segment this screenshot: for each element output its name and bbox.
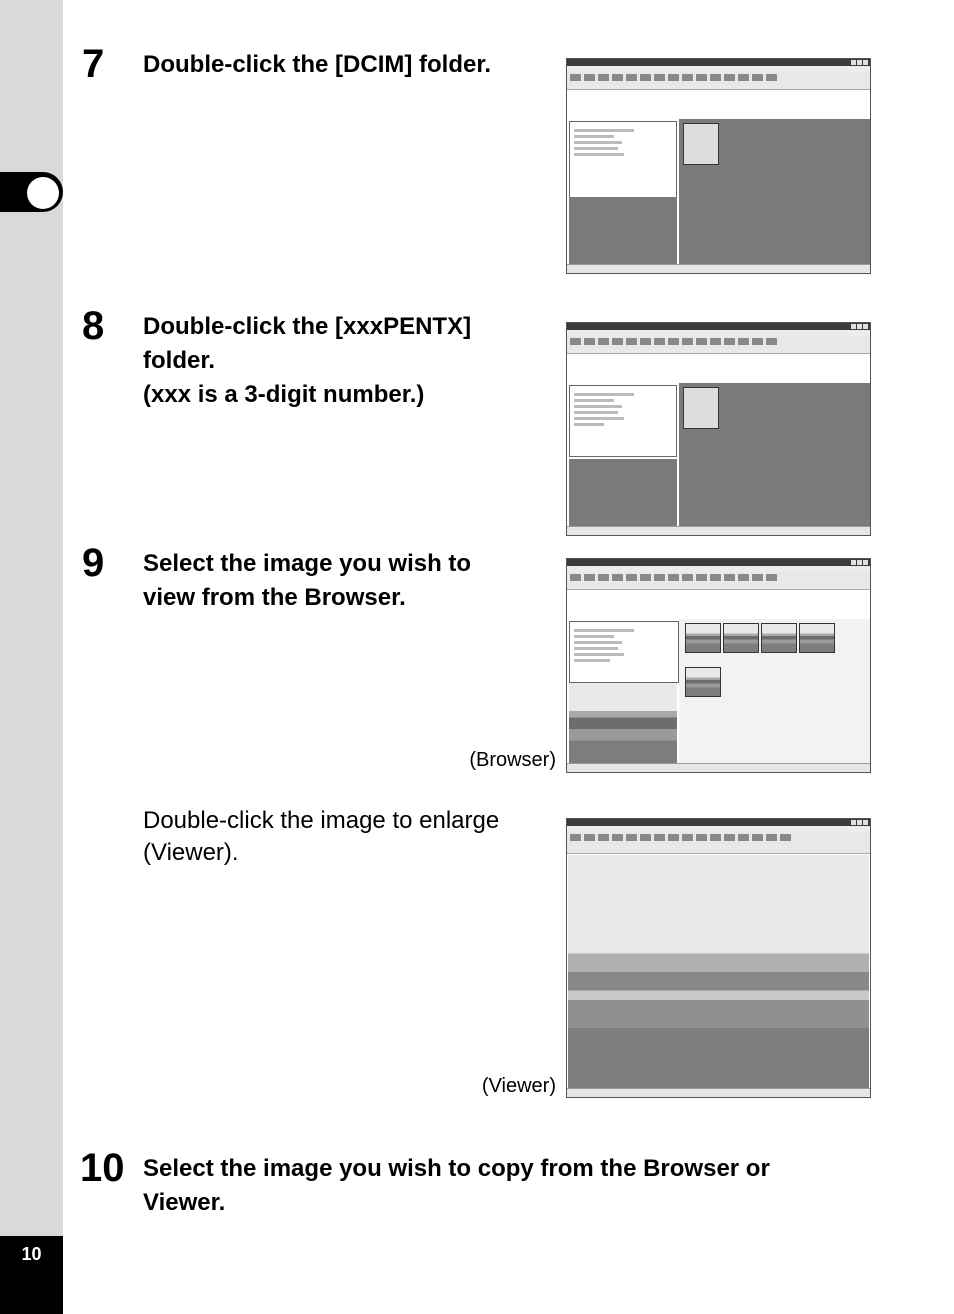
window-titlebar <box>567 59 870 66</box>
step-9-line-2: view from the Browser. <box>143 584 406 611</box>
screenshot-pentx-browser <box>566 322 871 536</box>
preview-pane <box>569 459 677 529</box>
step-7-number: 7 <box>82 42 105 86</box>
page-number: 10 <box>21 1244 42 1264</box>
browser-preview-photo <box>569 683 677 765</box>
folder-tree-pane <box>569 621 679 683</box>
status-bar <box>567 526 870 535</box>
window-titlebar <box>567 819 870 826</box>
step-8-text <box>143 310 471 412</box>
pentx-folder-thumbnail <box>683 387 719 429</box>
viewer-instruction <box>143 805 499 869</box>
viewer-instruction-line-1: Double-click the image to enlarge <box>143 807 500 834</box>
status-bar <box>567 763 870 772</box>
step-8-line-2: folder. <box>143 347 216 374</box>
step-10-text <box>143 1152 923 1220</box>
window-titlebar <box>567 559 870 566</box>
step-10-number: 10 <box>80 1146 125 1190</box>
screenshot-viewer <box>566 818 871 1098</box>
browser-caption: (Browser) <box>469 749 556 771</box>
folder-tree-pane <box>569 385 677 457</box>
preview-pane <box>569 197 677 265</box>
window-toolbar <box>567 336 870 354</box>
step-7-text: Double-click the [DCIM] folder. <box>143 51 492 78</box>
step-10-line-2: Viewer. <box>143 1189 226 1216</box>
screenshot-dcim-browser <box>566 58 871 274</box>
step-10-line-1: Select the image you wish to copy from the Browser or <box>143 1155 770 1182</box>
window-toolbar <box>567 572 870 590</box>
thumbnail-imgp0004 <box>799 623 835 653</box>
status-bar <box>567 264 870 273</box>
step-8-line-1: Double-click the [xxxPENTX] <box>143 313 472 340</box>
step-9-line-1: Select the image you wish to <box>143 550 472 577</box>
chapter-tab-circle <box>27 177 59 209</box>
step-8-line-3: (xxx is a 3-digit number.) <box>143 381 425 408</box>
window-titlebar <box>567 323 870 330</box>
viewer-photo <box>568 855 869 1089</box>
step-9-text <box>143 547 471 615</box>
thumbnail-imgp0002 <box>723 623 759 653</box>
thumbnail-imgp0003 <box>761 623 797 653</box>
viewer-caption: (Viewer) <box>481 1075 556 1097</box>
step-8-number: 8 <box>82 304 105 348</box>
thumbnail-imgp0005 <box>685 667 721 697</box>
window-toolbar <box>567 72 870 90</box>
thumbnail-imgp0001 <box>685 623 721 653</box>
dcim-folder-thumbnail <box>683 123 719 165</box>
viewer-instruction-line-2: (Viewer). <box>143 839 239 866</box>
screenshot-browser <box>566 558 871 773</box>
window-toolbar <box>567 832 870 854</box>
step-9-number: 9 <box>82 541 105 585</box>
status-bar <box>567 1088 870 1097</box>
